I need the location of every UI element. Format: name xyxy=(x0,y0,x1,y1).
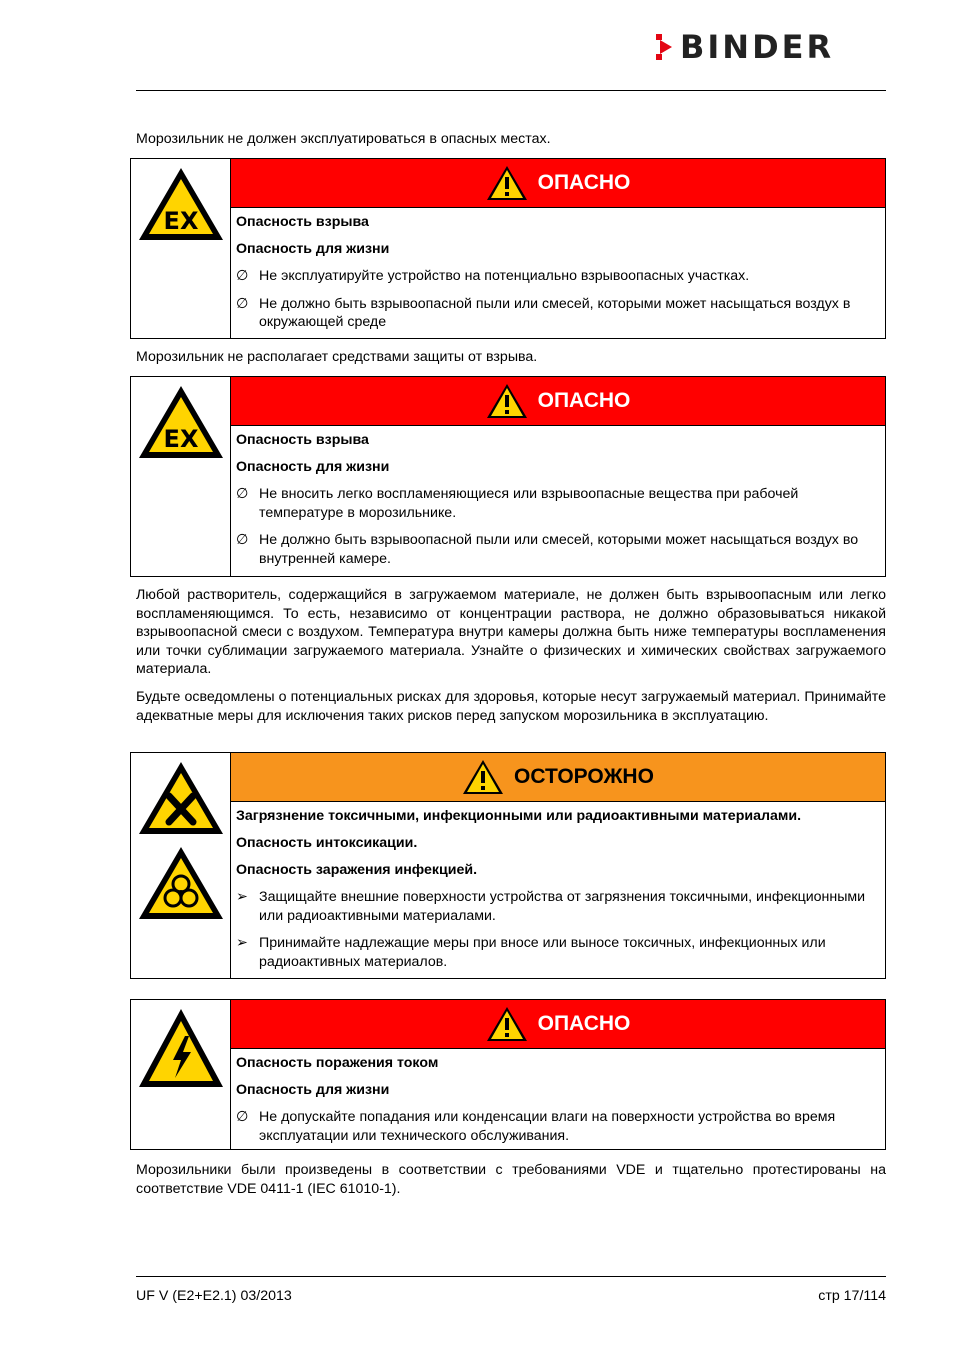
brand-name: BINDER xyxy=(680,28,835,66)
signal-word: ОПАСНО xyxy=(537,389,631,412)
paragraph-4: Будьте осведомлены о потенциальных рисках для здоровья, которые несут загружаемый материал. Принимайте адекватные меры для исключения таких рисков перед запуском морозильника в эксплуатацию. xyxy=(136,689,886,724)
explosion-warning-icon xyxy=(137,383,225,461)
paragraph-1: Морозильник не должен эксплуатироваться в опасных местах. xyxy=(136,131,551,147)
signal-header xyxy=(231,1000,885,1049)
instruction-text: Не допускайте попадания или конденсации влаги на поверхности устройства во время эксплуатации или технического обслуживания. xyxy=(259,1109,836,1144)
svg-text:EX: EX xyxy=(163,207,198,235)
hazard-line: Опасность взрыва xyxy=(236,432,369,448)
harmful-substance-warning-icon xyxy=(137,759,225,837)
warning-icons xyxy=(131,1000,231,1149)
signal-header xyxy=(231,377,885,426)
header-rule xyxy=(136,90,886,91)
binder-logo-mark-icon xyxy=(656,30,674,64)
instruction-item xyxy=(236,267,879,286)
paragraph-3: Любой растворитель, содержащийся в загружаемом материале, не должен быть взрывоопасным или легко воспламеняющимся. То есть, независимо от концентрации раствора, не должно образовываться никакой взрывоопасной смеси с воздухом. Температура внутри камеры должна быть ниже температуры воспламенения или точки сублимации загружаемого материала. Узнайте о физических и химических свойствах загружаемого материала. xyxy=(136,587,886,677)
binder-logo xyxy=(656,30,834,64)
hazard-line: Опасность для жизни xyxy=(236,459,390,475)
instruction-item xyxy=(236,531,879,568)
arrow-bullet-symbol: ➢ xyxy=(236,935,248,951)
instruction-item xyxy=(236,485,879,522)
instruction-item xyxy=(236,295,879,332)
instruction-text: Не должно быть взрывоопасной пыли или смесей, которыми может насыщаться воздух в окружающей среде xyxy=(259,295,851,330)
instruction-text: Принимайте надлежащие меры при вносе или выносе токсичных, инфекционных или радиоактивных материалов. xyxy=(259,935,826,970)
footer-rule xyxy=(136,1276,886,1277)
signal-word: ОПАСНО xyxy=(537,1012,631,1035)
warning-icons xyxy=(131,159,231,338)
exclamation-warning-icon xyxy=(462,759,504,795)
svg-text:EX: EX xyxy=(163,425,198,453)
prohibition-symbol: ∅ xyxy=(236,532,249,548)
hazard-line: Опасность заражения инфекцией. xyxy=(236,862,478,878)
hazard-line: Опасность интоксикации. xyxy=(236,835,418,851)
warning-icons xyxy=(131,753,231,978)
exclamation-warning-icon xyxy=(486,383,528,419)
signal-word: ОПАСНО xyxy=(537,171,631,194)
prohibition-symbol: ∅ xyxy=(236,1109,249,1125)
instruction-item xyxy=(236,888,879,925)
biohazard-warning-icon xyxy=(137,844,225,922)
signal-header xyxy=(231,753,885,802)
hazard-line: Загрязнение токсичными, инфекционными или радиоактивными материалами. xyxy=(236,808,802,824)
warning-icons xyxy=(131,377,231,576)
caution-box xyxy=(130,752,886,979)
signal-word: ОСТОРОЖНО xyxy=(514,765,654,788)
electric-shock-warning-icon xyxy=(137,1006,225,1090)
exclamation-warning-icon xyxy=(486,1006,528,1042)
arrow-bullet-symbol: ➢ xyxy=(236,889,248,905)
footer-document-id: UF V (E2+E2.1) 03/2013 xyxy=(136,1288,292,1304)
paragraph-2: Морозильник не располагает средствами защиты от взрыва. xyxy=(136,349,538,365)
instruction-text: Не должно быть взрывоопасной пыли или смесей, которыми может насыщаться воздух во внутренней камере. xyxy=(259,532,859,567)
danger-box-electric xyxy=(130,999,886,1150)
prohibition-symbol: ∅ xyxy=(236,486,249,502)
instruction-text: Не вносить легко воспламеняющиеся или взрывоопасные вещества при рабочей температуре в морозильнике. xyxy=(259,486,799,521)
instruction-item xyxy=(236,934,879,971)
hazard-line: Опасность взрыва xyxy=(236,214,369,230)
explosion-warning-icon xyxy=(137,165,225,243)
hazard-line: Опасность поражения током xyxy=(236,1055,439,1071)
danger-box-1 xyxy=(130,158,886,339)
hazard-line: Опасность для жизни xyxy=(236,241,390,257)
prohibition-symbol: ∅ xyxy=(236,268,249,284)
instruction-item xyxy=(236,1108,879,1145)
hazard-line: Опасность для жизни xyxy=(236,1082,390,1098)
instruction-text: Не эксплуатируйте устройство на потенциально взрывоопасных участках. xyxy=(259,268,750,284)
prohibition-symbol: ∅ xyxy=(236,295,249,312)
footer-page-number: стр 17/114 xyxy=(818,1288,886,1304)
instruction-text: Защищайте внешние поверхности устройства от загрязнения токсичными, инфекционными или радиоактивными материалами. xyxy=(259,889,866,924)
danger-box-2 xyxy=(130,376,886,577)
paragraph-5: Морозильники были произведены в соответствии с требованиями VDE и тщательно протестированы на соответствие VDE 0411-1 (IEC 61010-1). xyxy=(136,1162,886,1197)
signal-header xyxy=(231,159,885,208)
exclamation-warning-icon xyxy=(486,165,528,201)
